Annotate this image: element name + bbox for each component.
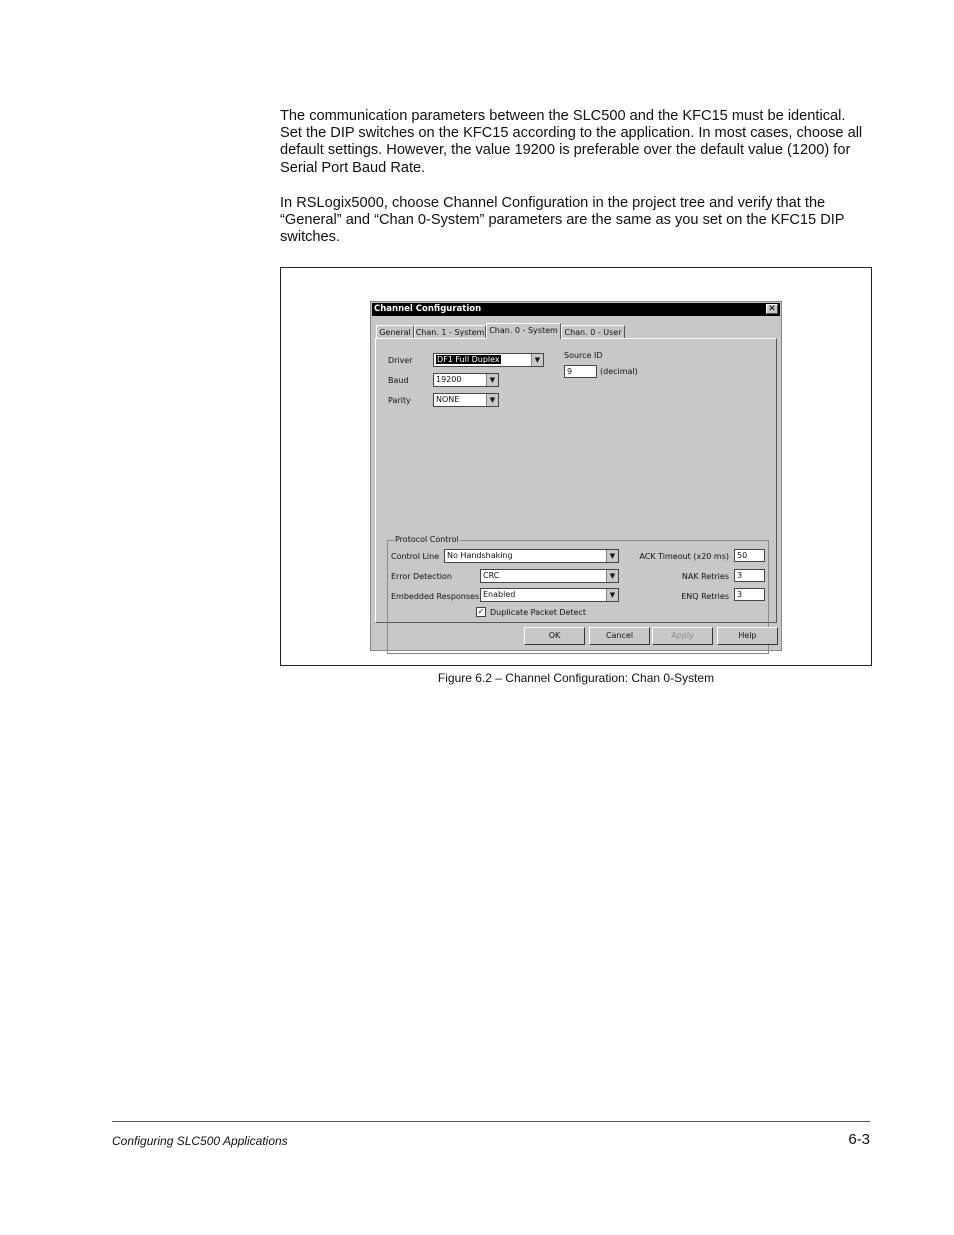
- baud-label: Baud: [388, 376, 409, 385]
- driver-label: Driver: [388, 356, 413, 365]
- error-detection-value: CRC: [483, 571, 500, 580]
- driver-value: DF1 Full Duplex: [437, 355, 500, 364]
- chevron-down-icon[interactable]: ▼: [606, 570, 618, 582]
- tab-chan0-system[interactable]: Chan. 0 - System: [486, 323, 561, 339]
- tab-general[interactable]: General: [376, 325, 414, 338]
- protocol-control-title: Protocol Control: [395, 535, 459, 544]
- source-id-label: Source ID: [564, 351, 603, 360]
- duplicate-packet-detect-checkbox[interactable]: ✓: [477, 607, 485, 616]
- footer-divider: [112, 1121, 870, 1122]
- ack-timeout-label: ACK Timeout (x20 ms): [639, 552, 729, 561]
- footer-title: Configuring SLC500 Applications: [112, 1134, 288, 1148]
- chevron-down-icon[interactable]: ▼: [486, 394, 498, 406]
- apply-button[interactable]: Apply: [652, 627, 713, 645]
- error-detection-select[interactable]: [480, 569, 619, 583]
- duplicate-packet-detect-label: Duplicate Packet Detect: [490, 608, 587, 617]
- nak-retries-field[interactable]: 3: [734, 569, 765, 582]
- help-button[interactable]: Help: [717, 627, 778, 645]
- parity-label: Parity: [388, 396, 411, 405]
- enq-retries-label: ENQ Retries: [681, 592, 729, 601]
- ok-button[interactable]: OK: [524, 627, 585, 645]
- dialog-titlebar: [372, 303, 780, 316]
- enq-retries-field[interactable]: 3: [734, 588, 765, 601]
- figure-caption: Figure 6.2 – Channel Configuration: Chan 0-System: [437, 671, 715, 685]
- error-detection-label: Error Detection: [391, 572, 452, 581]
- tab-chan1-system[interactable]: Chan. 1 - System: [414, 325, 486, 338]
- chevron-down-icon[interactable]: ▼: [606, 550, 618, 562]
- figure-frame: [280, 267, 872, 666]
- chevron-down-icon[interactable]: ▼: [606, 589, 618, 601]
- nak-retries-label: NAK Retries: [681, 572, 729, 581]
- driver-select[interactable]: [433, 353, 544, 367]
- body-paragraph-1: The communication parameters between the SLC500 and the KFC15 must be identical. Set the DIP switches on the KFC15 according to the application. In most cases, choose all default settings. However, the value 19200 is preferable over the default value (1200) for Serial Port Baud Rate.: [280, 108, 863, 176]
- control-line-label: Control Line: [391, 552, 440, 561]
- page-number: 6-3: [848, 1131, 870, 1148]
- cancel-button[interactable]: Cancel: [589, 627, 650, 645]
- parity-select[interactable]: [433, 393, 499, 407]
- chevron-down-icon[interactable]: ▼: [531, 354, 543, 366]
- tab-panel: [375, 338, 777, 623]
- embedded-responses-label: Embedded Responses: [391, 592, 480, 601]
- channel-configuration-dialog: [370, 301, 782, 651]
- ack-timeout-field[interactable]: 50: [734, 549, 765, 562]
- body-paragraph-2: In RSLogix5000, choose Channel Configuration in the project tree and verify that the “General” and “Chan 0-System” parameters are the same as you set on the KFC15 DIP switches.: [280, 195, 845, 246]
- control-line-value: No Handshaking: [447, 551, 513, 560]
- parity-value: NONE: [436, 395, 460, 404]
- source-id-unit: (decimal): [600, 367, 638, 376]
- dialog-title: Channel Configuration: [374, 304, 482, 314]
- close-icon[interactable]: ✕: [766, 304, 778, 314]
- baud-select[interactable]: [433, 373, 499, 387]
- source-id-field[interactable]: 9: [564, 365, 597, 378]
- baud-value: 19200: [436, 375, 462, 384]
- embedded-responses-select[interactable]: [480, 588, 619, 602]
- tab-chan0-user[interactable]: Chan. 0 - User: [561, 325, 625, 338]
- chevron-down-icon[interactable]: ▼: [486, 374, 498, 386]
- control-line-select[interactable]: [444, 549, 619, 563]
- embedded-responses-value: Enabled: [483, 590, 516, 599]
